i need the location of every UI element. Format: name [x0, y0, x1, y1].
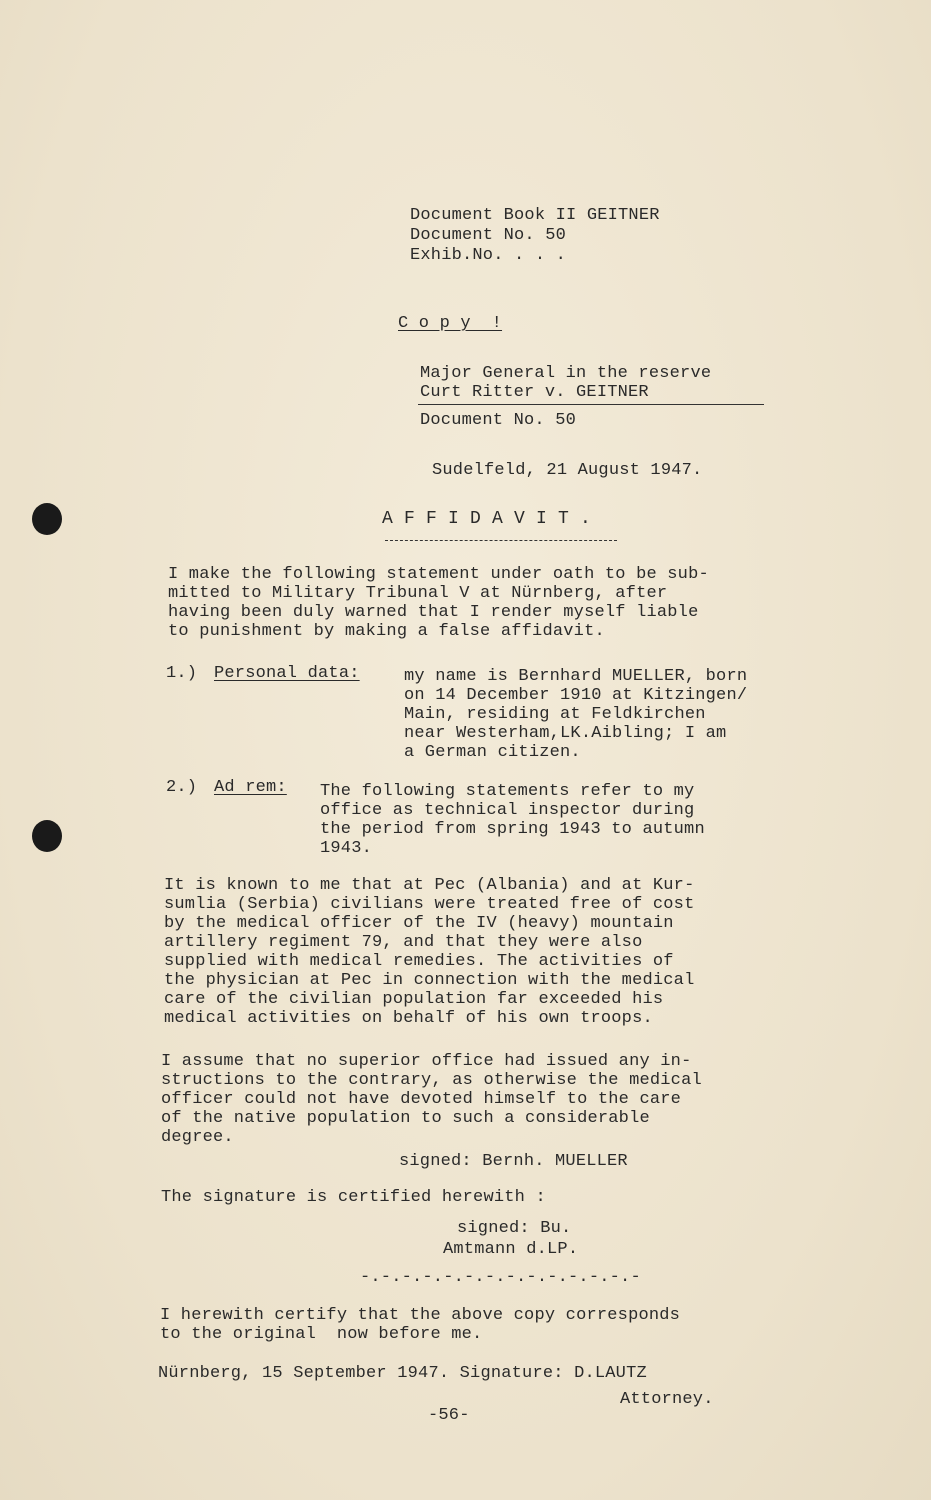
- certify-paragraph: [160, 1306, 680, 1344]
- closing-line: Nürnberg, 15 September 1947. Signature: D.LAUTZ: [158, 1364, 647, 1383]
- item1-line: on 14 December 1910 at Kitzingen/: [404, 686, 748, 705]
- author-name: Curt Ritter v. GEITNER: [420, 383, 649, 402]
- findings-line: It is known to me that at Pec (Albania) and at Kur-: [164, 876, 695, 895]
- header-book: Document Book II GEITNER: [410, 206, 660, 225]
- item1-text: [404, 667, 747, 762]
- item1-label: Personal data:: [214, 664, 360, 683]
- item2-line: office as technical inspector during: [320, 801, 695, 820]
- intro-line: having been duly warned that I render myself liable: [168, 603, 699, 622]
- author-doc-no: Document No. 50: [420, 411, 577, 430]
- author-rank: Major General in the reserve: [420, 364, 712, 383]
- header-doc-no: Document No. 50: [410, 226, 567, 245]
- page-number: -56-: [428, 1406, 470, 1425]
- item2-number: 2.): [166, 778, 198, 797]
- intro-paragraph: [168, 565, 709, 641]
- certified-statement: The signature is certified herewith :: [161, 1188, 546, 1207]
- intro-line: I make the following statement under oath to be sub-: [168, 565, 709, 584]
- item1-line: Main, residing at Feldkirchen: [404, 705, 706, 724]
- findings-line: sumlia (Serbia) civilians were treated free of cost: [164, 895, 695, 914]
- item2-line: 1943.: [320, 839, 373, 858]
- header-exhibit: Exhib.No. . . .: [410, 246, 567, 265]
- intro-line: to punishment by making a false affidavit.: [168, 622, 605, 641]
- intro-line: mitted to Military Tribunal V at Nürnberg, after: [168, 584, 668, 603]
- assumption-line: I assume that no superior office had issued any in-: [161, 1052, 692, 1071]
- findings-line: medical activities on behalf of his own troops.: [164, 1009, 653, 1028]
- copy-label: C o p y !: [398, 314, 503, 333]
- author-underline: [418, 404, 764, 405]
- signed-mueller: signed: Bernh. MUELLER: [399, 1152, 628, 1171]
- item1-line: my name is Bernhard MUELLER, born: [404, 667, 748, 686]
- findings-paragraph: [164, 876, 695, 1028]
- item1-line: a German citizen.: [404, 743, 581, 762]
- findings-line: artillery regiment 79, and that they were also: [164, 933, 643, 952]
- item2-label: Ad rem:: [214, 778, 287, 797]
- punch-hole-bottom: [32, 820, 62, 852]
- title-underline: [385, 540, 617, 541]
- separator-line: -.-.-.-.-.-.-.-.-.-.-.-.-.-: [360, 1268, 641, 1287]
- item2-line: the period from spring 1943 to autumn: [320, 820, 705, 839]
- assumption-line: structions to the contrary, as otherwise the medical: [161, 1071, 702, 1090]
- findings-line: by the medical officer of the IV (heavy) mountain: [164, 914, 674, 933]
- findings-line: supplied with medical remedies. The activities of: [164, 952, 674, 971]
- assumption-line: degree.: [161, 1128, 234, 1147]
- signed-bu: signed: Bu.: [457, 1219, 572, 1238]
- findings-line: care of the civilian population far exceeded his: [164, 990, 664, 1009]
- findings-line: the physician at Pec in connection with the medical: [164, 971, 695, 990]
- certify-line: I herewith certify that the above copy corresponds: [160, 1306, 681, 1325]
- item2-line: The following statements refer to my: [320, 782, 695, 801]
- place-date: Sudelfeld, 21 August 1947.: [432, 461, 703, 480]
- attorney-title: Attorney.: [620, 1390, 714, 1409]
- item2-text: [320, 782, 705, 858]
- assumption-paragraph: [161, 1052, 702, 1147]
- punch-hole-top: [32, 503, 62, 535]
- assumption-line: of the native population to such a considerable: [161, 1109, 650, 1128]
- certify-line: to the original now before me.: [160, 1325, 483, 1344]
- item1-number: 1.): [166, 664, 198, 683]
- official-title: Amtmann d.LP.: [443, 1240, 579, 1259]
- assumption-line: officer could not have devoted himself to the care: [161, 1090, 682, 1109]
- document-title: A F F I D A V I T .: [382, 509, 592, 529]
- item1-line: near Westerham,LK.Aibling; I am: [404, 724, 727, 743]
